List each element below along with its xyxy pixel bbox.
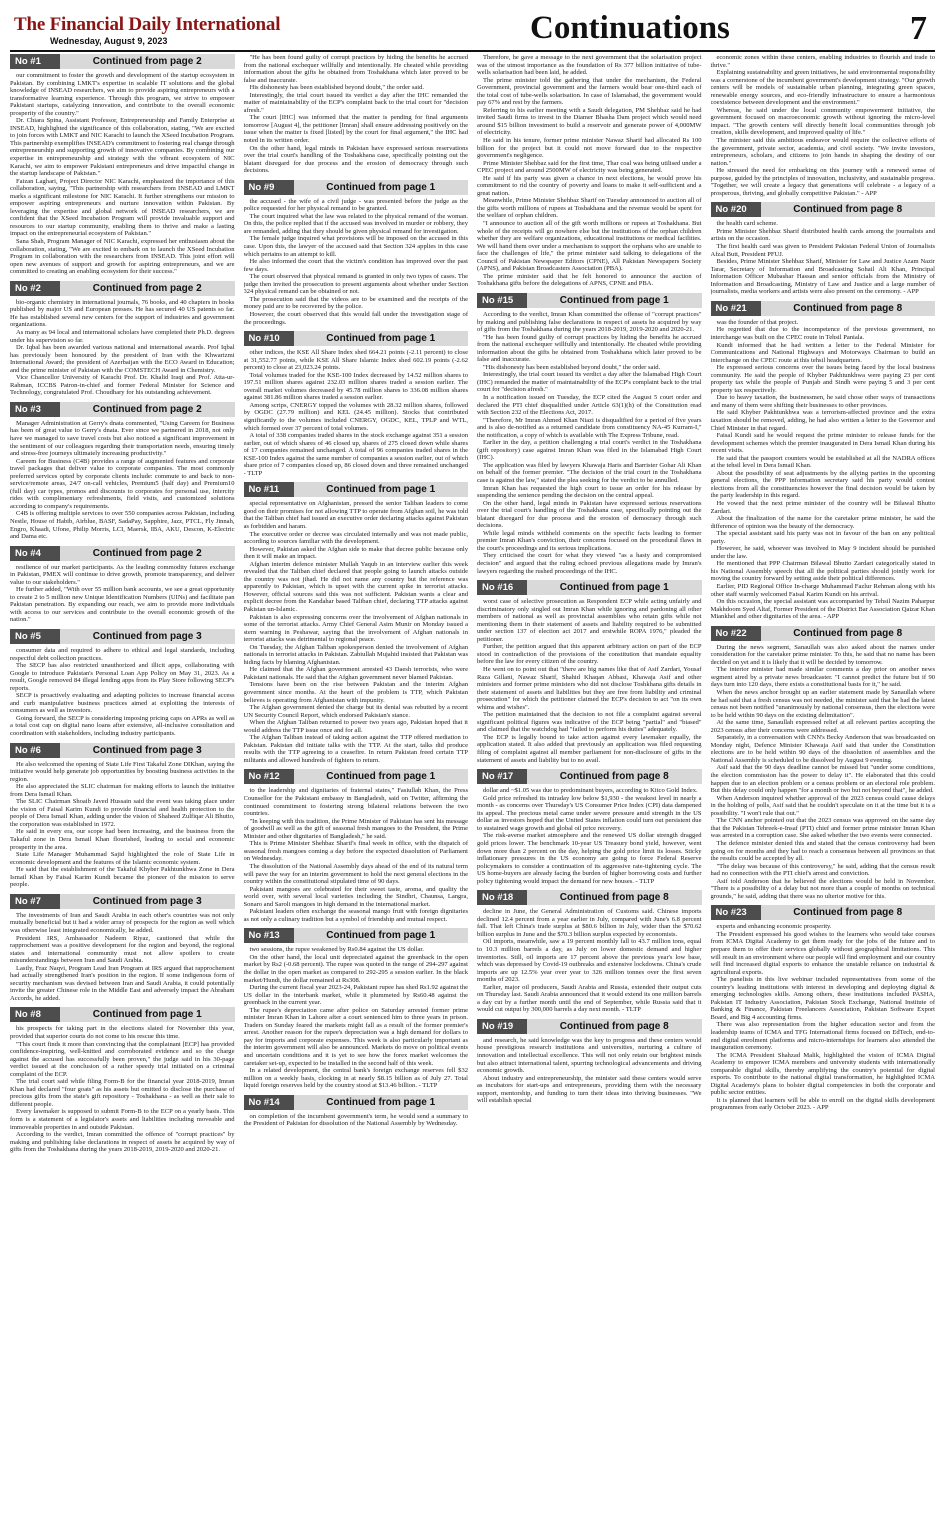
article-header <box>244 180 469 195</box>
article-number: No #22 <box>711 626 761 641</box>
article-number: No #2 <box>10 281 60 296</box>
paragraph: "The delay was because of this controversy," he said, adding that the census result had no connection with the PTI chief's arrest and conviction. <box>710 862 935 878</box>
paragraph: and research, he said knowledge was the key to progress and these centers would house prestigious research institutions and universities, nurturing a culture of innovation and intellectual excellence. This will not only retain our brightest minds but also attract international talent, spurring technological advancements and driving economic growth. <box>477 1036 702 1075</box>
paragraph: The prosecution said that the videos are to be examined and the receipts of the money paid are to be recovered by the police. <box>243 295 468 311</box>
article <box>10 281 235 397</box>
article <box>244 180 469 326</box>
article-body <box>244 787 469 923</box>
article-header <box>477 293 702 308</box>
continued-label: Continued from page 1 <box>294 928 469 943</box>
paragraph: The panelists in this live webinar included representatives from some of the country's leading institutions with interest in developing and deploying digital & emerging technologies skills. Among others, these institutions included PASHA, Pakistan IT Industry Association, Pakistan Stock Exchange, National Institute of Banking & Finance, Pakistan Freelancers Association, Pakistan Software Export Board, and Big 4 accounting firms. <box>710 976 935 1021</box>
paragraph: He said that the passport counters would be established at all the NADRA offices at the tehsil level in Dera Ismail Khan. <box>710 454 935 470</box>
paragraph: The female judge inquired what provisions will be imposed on the accused in this case. Upon this, the lawyer of the accused said that Section 324 applies in this case which pertains to an attempt to kill. <box>243 235 468 258</box>
article <box>10 54 235 276</box>
article <box>244 928 469 1089</box>
paragraph: Interestingly, the trial court issued its verdict a day after the Islamabad High Court (IHC) remanded the matter of maintainability of the ECP's complaint back to the trial court for "decision afresh." <box>477 371 702 394</box>
article-header <box>10 54 235 69</box>
paragraph: He said if his party was given a chance in next elections, he would prove his commitment to rid the country of poverty and loans to make it self-sufficient and a great nation. <box>477 174 702 197</box>
paragraph: It is planned that learners will be able to enroll on the digital skills development programmes from early October 2023. - APP <box>710 1096 935 1112</box>
paragraph: Earlier in the day, a petition challenging a trial court's verdict in the Toshakhana (gift repository) case against Imran Khan was filed in the Islamabad High Court (IHC). <box>477 439 702 462</box>
paragraph: On the other hand, legal minds in Pakistan have expressed serious reservations over the trial court's handling of the Toshakhana case, specifically pointing out the blatant disregard for due process and the erosion of democracy through such decisions. <box>477 499 702 530</box>
article-header <box>10 402 235 417</box>
paragraph: Dr. Iqbal has been awarded various national and international awards. Prof Iqbal has previously been honoured by the president of Iran with the Khwarizmi International Award; the president of Azerbaijan with the ECO Award in Education; and the prime minister of Pakistan with the COMSTECH Award in Chemistry. <box>10 344 235 374</box>
article-header <box>10 546 235 561</box>
paragraph: He also welcomed the opening of State Life First Takaful Zone DIKhan, saying the initiative would help generate job opportunities by boosting business activities in the region. <box>10 760 235 783</box>
continued-label: Continued from page 3 <box>60 629 235 644</box>
article-header <box>244 769 469 784</box>
paragraph: Asif told Anderson that he believed the elections would be held in November. "There is a possibility of a delay but not more than a couple of months on technical grounds," he said, adding that there was no ulterior motive for this. <box>710 877 935 900</box>
article-header <box>10 894 235 909</box>
paragraph: Gold price refreshed its intraday low below $1,930 - the weakest level in nearly a month - as concerns over Thursday's US Consumer Price Index (CPI) data dampened its appeal. The precious metal came under severe pressure amid strength in the US dollar as investors hoped that the United States inflation could turn out persistent due to sustained wage growth and global oil price recovery. <box>477 794 702 832</box>
continued-label: Continued from page 1 <box>60 1007 235 1022</box>
article-number: No #1 <box>10 54 60 69</box>
article-header <box>10 629 235 644</box>
continued-label: Continued from page 3 <box>60 743 235 758</box>
paragraph: According to the verdict, Imran Khan committed the offense of "corrupt practices" by making and publishing false declarations in respect of assets he acquired by way of gifts from the Toshakhana during the years 2018-2019, 2019-2020 and 2020-21. <box>477 310 702 334</box>
paragraph: He said in his tenure, former prime minister Nawaz Sharif had allocated Rs 100 billion for the project but it could not move forward due to the respective government's negligence. <box>477 137 702 160</box>
article-number: No #12 <box>244 769 294 784</box>
section-title: Continuations <box>530 10 730 46</box>
article-body <box>711 923 936 1112</box>
article <box>711 202 936 295</box>
masthead <box>10 8 935 52</box>
paragraph: Earlier, major oil producers, Saudi Arabia and Russia, extended their output cuts on Thursday last. Saudi Arabia announced that it would extend its one million barrels a day cut by a further month until the end of September, while Russia said that it would cut output by 300,000 barrels a day next month. - TLTP <box>477 983 702 1014</box>
paragraph: About industry and entrepreneurship, the minister said these centers would serve as incubators for start-ups and entrepreneurs, providing them with the necessary support, mentorship, and funding to turn their ideas into thriving businesses. "We will establish special <box>477 1074 702 1105</box>
paragraph: As many as 94 local and international scholars have completed their Ph.D. degrees under his supervision so far. <box>10 328 235 344</box>
article-body <box>10 72 235 276</box>
paragraph: Besides, Prime Minister Shehbaz Sharif, Minister for Law and Justice Azam Nazir Tarar, Secretary of Information and Broadcasting Sohail Ali Khan, Principal Information Officer Mubashar Hassan and senior officials from the Ministry of Information and Broadcasting, Ministry of Law and Justice and a large number of journalists, media workers and artists were also present on the ceremony. - APP <box>710 258 935 296</box>
continued-label: Continued from page 2 <box>60 402 235 417</box>
article <box>711 905 936 1112</box>
article-body <box>10 647 235 738</box>
paragraph: bio-organic chemistry in international journals, 76 books, and 40 chapters in books published by major US and European presses. He has secured 40 US patents so far. He has established several new centers for the support of industries and government organizations. <box>10 298 235 329</box>
article-number: No #21 <box>711 301 761 316</box>
paragraph: The defence minister denied this and stated that the census controversy had been going on for months and they had to reach a consensus between all provinces so that the results could be accepted by all. <box>710 839 935 863</box>
paragraph: On Tuesday, the Afghan Taliban spokesperson denied the involvement of Afghan nationals in terrorist attacks in Pakistan. Zabiullah Mujahid insisted that Pakistan was hiding facts by blaming Afghanistan. <box>243 643 468 666</box>
paragraph: consumer data and required to adhere to ethical and legal standards, including respectful debt collection practices. <box>10 647 235 662</box>
paragraph: The rupee's depreciation came after police on Saturday arrested former prime minister Imran Khan in Lahore after a court sentenced him to three years in prison. Traders on Sunday feared the markets might fall as a result of the former premier's arrest. Another reason for the rupee's depreciation was a high demand for dollars to pay for imports and corporate expenses. This week is also particularly important as the interim government will also be announced. Markets do move on political events and uncertain conditions and it is yet to see how the forex market welcomes the caretaker set-up, expected to be installed in the second half of this week. <box>243 1006 468 1067</box>
paragraph: Oil imports, meanwhile, saw a 19 percent monthly fall to 43.7 million tons, equal to 10.3 million barrels a day, as July on lower domestic demand and higher inventories. Still, oil imports are 17 percent above the previous year's low base, which was depressed by Covid-19 outbreaks and extensive lockdowns. China's crude imports are up 12.5% year over year to 326 million tonnes over the first seven months of 2023. <box>477 938 702 984</box>
paragraph: However, the court observed that this would fall under the investigation stage of the proceedings. <box>243 310 468 326</box>
continued-label: Continued from page 1 <box>527 293 702 308</box>
article-number: No #19 <box>477 1019 527 1034</box>
paragraph: Every lawmaker is supposed to submit Form-B to the ECP on a yearly basis. This form is a statement of a legislator's assets and liabilities including moveable and immoveable properties in and outside Pakistan. <box>10 1108 235 1131</box>
paragraph: The court inquired what the law was related to the physical remand of the woman. On this, the police replied that if the accused was involved in murder or robbery, they are remanded, adding that they should be given physical remand for investigation. <box>243 212 468 235</box>
article-body <box>711 644 936 901</box>
article-number: No #9 <box>244 180 294 195</box>
paragraph: They criticised the court for what they viewed "as a hasty and compromised decision" and argued that the ruling echoed previous allegations made by Imran's lawyers regarding the rushed proceedings of the IHC. <box>477 552 702 575</box>
continued-label: Continued from page 8 <box>761 626 936 641</box>
paragraph: About the finalization of the name for the caretaker prime minister, he said the difference of opinion was the beauty of the democracy. <box>710 515 935 530</box>
article-body <box>477 787 702 885</box>
paragraph: About the possibility of seat adjustments by the allying parties in the upcoming general elections, the PPP information secretary said his party would contest elections from all the constituencies however the final decision would be taken by the party leadership in this regard. <box>710 469 935 500</box>
article-number: No #18 <box>477 890 527 905</box>
paragraph: Total volumes traded for the KSE-100 Index decreased by 14.52 million shares to 197.51 million shares against 232.03 million shares traded a session earlier. The overall market volumes decreased by 45.78 million shares to 336.08 million shares against 381.86 million shares traded a session earlier. <box>243 371 468 402</box>
continued-label: Continued from page 2 <box>60 281 235 296</box>
paragraph: This is Prime Minister Shehbaz Sharif's final week in office, with the dispatch of seasonal fresh mangoes coming a day before the expected dissolution of Parliament on Wednesday. <box>243 840 468 863</box>
article <box>477 1019 702 1105</box>
paragraph: other indices, the KSE All Share Index shed 664.21 points (-2.11 percent) to close at 31,552.77 points, while KSE All Share Islamic Index shed 602.19 points (-2.62 percent) to close at 23,023.24 points. <box>243 349 468 372</box>
article-body <box>244 349 469 477</box>
paragraph: Earlier, PID Regional Office In-charge Muhammad Fazlur Rehman along with his other staff warmly welcomed Faisal Karim Kundi on his arrival. <box>710 583 935 598</box>
paragraph: He also appreciated the SLIC chairman for making efforts to launch the initiative from Dera Ismail Khan. <box>10 783 235 798</box>
paragraph: Faisal Kundi said he would request the prime minister to release funds for the development schemes which the premier inaugurated in Dera Ismail Khan during his recent visits. <box>710 432 935 455</box>
paragraph: worst case of selective prosecution as Respondent ECP while acting unfairly and discriminatory only singled out Imran Khan while ignoring and pardoning all other members of national as well as provincial assemblies who retain gifts while not mentioning them in their statement of assets and liability required to be submitted under section 137 of election act 2017 and erstwhile ROPA 1976," pleaded the petitioner. <box>477 598 702 643</box>
article-body <box>711 319 936 621</box>
paragraph: Imran Khan has requested the high court to issue an order for his release by suspending the sentence pending the decision on the central appeal. <box>477 484 702 500</box>
paragraph: dollar and ~$1.05 was due to predominant buyers, according to Kitco Gold Index. <box>483 787 698 795</box>
paragraph: However, he said, whoever was involved in May 9 incident should be punished under the law. <box>710 545 935 560</box>
paragraph: "He has been found guilty of corrupt practices by hiding the benefits he accrued from the national exchequer willfully and intentionally. He cheated while providing information about the gifts he obtained from Toshakhana which later proved to be false and inaccurate. <box>477 333 702 364</box>
paragraph: He expressed serious concerns over the issues being faced by the local business community. He said the people of Khyber Pakhtunkhwa were paying 23 per cent property tax while the people of Punjab and Sindh were paying 5 and 3 per cent property tax respectively. <box>710 364 935 394</box>
columns-container <box>10 54 935 1528</box>
continued-label: Continued from page 8 <box>761 202 936 217</box>
article-number: No #4 <box>10 546 60 561</box>
article-number: No #10 <box>244 331 294 346</box>
article <box>10 894 235 1003</box>
paragraph: He regretted that due to the incompetence of the previous government, no interchange was built on the CPEC route in Tehsil Paniala. <box>710 326 935 341</box>
article <box>477 54 702 288</box>
continued-label: Continued from page 1 <box>294 769 469 784</box>
paragraph: In a related development, the central bank's foreign exchange reserves fell $32 million on a weekly basis, clocking in at nearly $8.15 billion as of July 27. Total liquid foreign reserves held by the country stood at $13.46 billion. - TLTP <box>243 1067 468 1090</box>
paragraph: President IRS, Ambassador Nadeem Riyaz, cautioned that while the rapprochement was a positive development for the region and beyond, the regional states and international community must not allow spoilers to create misunderstandings between Iran and Saudi Arabia. <box>10 934 235 965</box>
paragraph: The executive order or decree was circulated internally and was not made public, according to sources familiar with the development. <box>243 530 468 546</box>
paragraph: Meanwhile, Prime Minister Shehbaz Sharif on Tuesday announced to auction all of the gifts worth millions of rupees at Toshakhana and the revenue would be spent for the welfare of orphan children. <box>477 197 702 220</box>
article-number: No #15 <box>477 293 527 308</box>
paragraph: He further added, "With over 55 million bank accounts, we see a great opportunity to create 2 to 5 million new Unique Identification Numbers (UINs) and facilitate pan Pakistan penetration. By expanding our reach, we aim to provide more individuals with access to our services and contribute to the overall economic growth of the nation." <box>10 586 235 624</box>
article-body <box>477 908 702 1014</box>
article-number: No #23 <box>711 905 761 920</box>
paragraph: The petition maintained that the decision to not file a complaint against several significant political figures was indicative of the ECP being "partial" and "biased" and claimed that the watchdog had "failed to perform his duties" adequately. <box>477 711 702 734</box>
paragraph: The ECP is legally bound to take action against every lawmaker equally, the application stated. It also added that previously an application was filed requesting filing of complaint against all member parliament for non-disclosure of gifts in the statement of assets and liability but to no avail. <box>477 733 702 764</box>
paragraph: Asif said that the 90 days deadline cannot be missed but "under some conditions, the election commission has the power to delay it". He elaborated that this could happen due to an election problem or a census problem or an electoral role problem. But this delay could only happen "for a month or two but not beyond that", he added. <box>710 764 935 795</box>
article-body <box>244 500 469 764</box>
article <box>477 769 702 885</box>
article-body <box>10 299 235 397</box>
paragraph: resilience of our market participants. As the leading commodity futures exchange in Pakistan, PMEX will continue to drive growth, promote transparency, and deliver value to our stakeholders." <box>10 563 235 586</box>
paragraph: Manager Administration at Gerry's dnata commented, "Using Careem for Business has been of great value to Gerry's dnata. Ever since we partnered in 2018, not only have we managed to save travel costs but also noticed a significant improvement in the sentiment of our colleagues regarding their transportation needs, ensuring timely and stress-free journeys ultimately increasing productivity." <box>10 419 235 458</box>
article <box>10 1007 235 1153</box>
article-body <box>10 1025 235 1153</box>
continued-label: Continued from page 2 <box>60 546 235 561</box>
paragraph: The court [IHC] was informed that the matter is pending for final arguments tomorrow [August 4], the petitioner [Imran] shall ensure addressing positively on the issue when the matter is fixed [listed] by the court for final argument," the IHC had noted in its written order. <box>243 114 468 145</box>
article-number: No #14 <box>244 1095 294 1110</box>
paragraph: Separately, in a conversation with CNN's Becky Anderson that was broadcasted on Monday night, Defence Minister Khawaja Asif said that under the Constitution elections are to be held within 90 days of the dissolution of assemblies and the National Assembly is scheduled to be dissolved by August 9 evening. <box>710 734 935 764</box>
paragraph: The Afghan Taliban instead of taking action against the TTP offered mediation to Pakistan. Pakistan did initiate talks with the TTP. At the start, talks did produce results with the TTP agreeing to a ceasefire. In return Pakistan freed certain TTP militants and allowed hundreds of fighters to return. <box>243 734 468 764</box>
paragraph: Prime Minister Shehbaz Sharif distributed health cards among the journalists and artists on the occasion. <box>710 227 935 243</box>
paragraph: On the other hand, the local unit depreciated against the greenback in the open market by Rs2 (-0.68 percent). The rupee was quoted in the range of 294-297 against the dollar in the open market as compared to 292-295 a session earlier. In the black market/Hundi, the dollar remained at Rs308. <box>243 953 468 984</box>
paragraph: the accused - the wife of a civil judge - was presented before the judge as the police requested for her physical remand to be granted. <box>243 197 468 213</box>
paragraph: State Life Manager Muhammad Sajid highlighted the role of State Life in economic development and the features of the Islamic economic system. <box>10 851 235 866</box>
article-header <box>711 301 936 316</box>
article-body <box>10 761 235 889</box>
article-body <box>477 311 702 575</box>
paragraph: According to the verdict, Imran committed the offence of "corrupt practices" by making and publishing false declarations in respect of assets he acquired by way of gifts from the Toshakhana during the years 2018-2019, 2019-2020 and 2020-21. <box>10 1131 235 1154</box>
article-header <box>244 482 469 497</box>
article-number: No #16 <box>477 580 527 595</box>
paragraph: Pakistani leaders often exchange the seasonal mango fruit with foreign dignitaries as not only a culinary tradition but a symbol of friendship and mutual respect. <box>243 908 468 923</box>
article-header <box>244 331 469 346</box>
paragraph: However, Pakistan asked the Afghan side to make that decree public because only then it will make an impact. <box>243 545 468 561</box>
paragraph: When Anderson inquired whether approval of the 2023 census could cause delays in the holding of polls, Asif said that he couldn't speculate on it at the time but it is a possibility. "I won't rule that out." <box>710 794 935 817</box>
paragraph: Careem for Business (C4B) provides a range of augmented features and corporate travel packages that deliver value to corporate companies. The most commonly preferred services opted by corporate clients include: commute to and back to non-service/remote areas, 24/7 on-call vehicles, Premium5 (half day) and Premium10 (full day) car types, promos and discounts to corporates for personal use, intercity rides with complimentary refreshments, field visits, and customized solutions according to company's requirements. <box>10 457 235 510</box>
column-2 <box>244 54 469 1528</box>
paragraph: He said in every era, our scope had been increasing, and the business from the Takaful zone in Dera Ismail Khan flourished, leading to social and economic prosperity in the area. <box>10 828 235 851</box>
paragraph: Dr. Chiara Spina, Assistant Professor, Entrepreneurship and Family Enterprise at INSEAD, highlighted the significance of this collaboration, stating, "We are excited to join forces with LMKT and NIC Karachi to launch the XSeed Incubation Program. This partnership exemplifies INSEAD's commitment to fostering real change through entrepreneurship and supporting growth of innovative companies. By combining our expertise in entrepreneurship and strategy with the vibrant ecosystem of NIC Karachi, we aim to empower Pakistani entrepreneurs and drive impactful change in the startup landscape of Pakistan." <box>10 117 235 178</box>
paragraph: to the leadership and dignitaries of fraternal states," Fasiullah Khan, the Press Counsellor for the Pakistani embassy in Bangladesh, said on Twitter, affirming the continued commitment to fostering strong bilateral relations between the two countries. <box>243 787 468 818</box>
continued-label: Continued from page 1 <box>294 331 469 346</box>
article-number: No #20 <box>711 202 761 217</box>
paragraph: experts and enhancing economic prosperity. <box>716 923 832 931</box>
paragraph: The trial court said while filing Form-B for the financial year 2018-2019, Imran Khan had declared "four goats" as his assets but omitted to disclose the purchase of precious gifts from the state's gift repository - Toshakhana - as well as their sale to different people. <box>10 1078 235 1108</box>
paragraph: The SECP has also restricted unauthorized and illicit apps, collaborating with Google to introduce Pakistan's Personal Loan App Policy on May 31, 2023. As a result, Google removed 84 illegal lending apps from its Play Store following SECP's reports. <box>10 662 235 692</box>
paragraph: A total of 338 companies traded shares in the stock exchange against 351 a session earlier, out of which shares of 46 closed up, shares of 275 closed down while shares of 17 companies remained unchanged. A total of 96 companies traded shares in the KSE-100 Index against the same number of companies a session earlier, out of which share price of 7 companies closed up, 86 closed down and three remained unchanged - TLTP <box>243 432 468 477</box>
paragraph: The SLIC Chairman Shoaib Javed Hussain said the event was taking place under the vision of Faisal Karim Kundi to provide financial and health protection to the people of Dera Ismail Khan, adding under the vision of Shaheed Zulfiqar Ali Bhutto, the corporation was established in 1972. <box>10 798 235 828</box>
paragraph: Vice Chancellor University of Karachi Prof. Dr. Khalid Iraqi and Prof. Atta-ur-Rahman, ICCBS Patron-in-chief and former Federal Minister for Science and Technology, congratulated Prof. Choudhary for his outstanding achievement. <box>10 374 235 397</box>
continued-label: Continued from page 3 <box>60 894 235 909</box>
article-body <box>10 912 235 1003</box>
paper-name: The Financial Daily International <box>14 14 281 35</box>
article <box>10 402 235 541</box>
paragraph: Going forward, the SECP is considering imposing pricing caps on APRs as well as a total cost cap on digital nano loans after extensive, all-inclusive consultation and coordination with stakeholders, including industry participants. <box>10 714 235 738</box>
paragraph: on completion of the incumbent government's term, he would send a summary to the President of Pakistan for dissolution of the National Assembly by Wednesday. <box>243 1112 468 1128</box>
article-number: No #5 <box>10 629 60 644</box>
article-header <box>244 928 469 943</box>
paragraph: Explaining sustainability and green initiatives, he said environmental responsibility was a cornerstone of the incumbent government's development strategy. "Our growth centers will be models of sustainable urban planning, integrating green spaces, renewable energy sources, and eco-friendly infrastructure to ensure a harmonious coexistence between development and the environment." <box>710 69 935 107</box>
paragraph: Faizan Laghari, Project Director NIC Karachi, emphasized the importance of this collaboration, saying, "This partnership with researchers from INSEAD and LMKT marks a significant milestone for NIC Karachi. It further strengthens our mission to empower aspiring entrepreneurs and nurture innovation within Pakistan. By leveraging the expertise and global network of INSEAD researchers, we are confident that the XSeed Incubation Program will provide invaluable support and resources to our startup community, enabling them to thrive and make a lasting impact on the entrepreneurial ecosystem of Pakistan." <box>10 177 235 238</box>
paragraph: special representative on Afghanistan, pressed the senior Taliban leaders to come good on their promises for not allowing TTP to operate from Afghan soil, he was told that the Taliban chief had issued an executive order declaring attacks against Pakistan as forbidden and haram. <box>243 500 468 530</box>
page-number: 7 <box>910 10 927 47</box>
paragraph: Therefore, he gave a message to the next government that the solarisation project was of the utmost importance as the foundation of Rs 377 billion initiative of tube-wells solarisation had been laid, he added. <box>477 54 702 77</box>
paragraph: Referring to his earlier meeting with a Saudi delegation, PM Shehbaz said he had invited Saudi firms to invest in the Diamer Bhasha Dam project which would need around $15 billion investment to build a reservoir and generate power of 4,000MW of electricity. <box>477 106 702 137</box>
column-3 <box>477 54 702 1528</box>
paragraph: He said Khyber Pakhtunkhwa was a terrorism-affected province and the extra taxation should be removed, adding, he had also written a letter to the Governor and Chief Minister in that regard. <box>710 409 935 432</box>
article-body <box>244 198 469 326</box>
paragraph: "I announce to auction all of the gift worth millions or rupees at Toshakhana. But whole of the receipts will go nowhere else but the institutions of the orphan children whether they are welfare organizations, educational institutions or medical facilities. We will hand them over under a mechanism to support the orphans who are unable to face the challenges of life," the prime minister said talking to delegations of the Council of Pakistan Newspaper Editors (CPNE), All Pakistan Newspapers Society (APNS), and Pakistan Broadcasters Association (PBA). <box>477 220 702 273</box>
paragraph: He also informed the court that the victim's condition has improved over the past few days. <box>243 258 468 273</box>
article-number: No #6 <box>10 743 60 758</box>
article <box>244 482 469 764</box>
paragraph: Due to heavy taxation, the businessmen, he said chose other ways of transactions and many of them were shifting their businesses to other provinces. <box>710 394 935 409</box>
article-body <box>244 54 469 175</box>
paragraph: During the news segment, Sanaullah was also asked about the names under consideration for the caretaker prime minister. To this, he said that no name has been decided on yet and it is likely that it will be decided by tomorrow. <box>710 643 935 666</box>
paragraph: At the same time, Sanaullah expressed relief at all relevant parties accepting the 2023 census after their concerns were addressed. <box>710 719 935 734</box>
continued-label: Continued from page 8 <box>761 301 936 316</box>
paragraph: economic zones within these centers, enabling industries to flourish and trade to thrive." <box>710 54 935 69</box>
paragraph: The first health card was given to President Pakistan Federal Union of Journalists Afzal Butt, President PFUJ. <box>710 243 935 258</box>
paragraph: He claimed that the Afghan government arrested 43 Daesh terrorists, who were Pakistani nationals. He said that the Afghan government never blamed Pakistan. <box>243 666 468 681</box>
paragraph: He went on to point out that "there are big names like that of Asif Zardari, Yousaf Raza Gillani, Nawaz Sharif, Shahid Khaqan Abbasi, Khawaja Asif and other ministers and former prime ministers who did not disclose Toshkhana gifts details in their statement of assets and liabilities but they are free from liability and criminal prosecution" for which the petitioner claimed the ECP's decision to act "on its own whims and wishes". <box>477 666 702 711</box>
paragraph: Among scrips, CNERGY topped the volumes with 28.32 million shares, followed by OGDC (27.79 million) and KEL (24.45 million). Stocks that contributed significantly to the volumes included CNERGY, OGDC, KEL, TPLP and WTL, which formed over 37 percent of total volumes. <box>243 401 468 432</box>
article-number: No #8 <box>10 1007 60 1022</box>
article-number: No #17 <box>477 769 527 784</box>
article <box>711 54 936 197</box>
continued-label: Continued from page 1 <box>294 180 469 195</box>
paragraph: His dishonesty has been established beyond doubt," the order said. <box>249 84 424 92</box>
continued-label: Continued from page 8 <box>527 1019 702 1034</box>
paragraph: his prospects for taking part in the elections slated for November this year, provided that superior courts do not come to his rescue this time. <box>10 1025 235 1040</box>
paragraph: "Therefore, Mr Imran Ahmed Khan Niazi is disqualified for a period of five years and is also de-notified as a returned candidate from constituency NA-45 Kurram-I," the notification, a copy of which is available with The Express Tribune, read. <box>477 416 702 439</box>
continued-label: Continued from page 1 <box>294 482 469 497</box>
article-body <box>711 54 936 197</box>
paragraph: C4B is offering multiple services to over 550 companies across Pakistan, including Nestle, House of Habib, Airblue, BASF, SadaPay, Sapphire, Jazz, PTCL, Fly Jinnah, Engro, Khaadi, Ufone, Philip Morris, LCI, Maersk, IBA, AKU, Descon, K-Electric and Dama etc. <box>10 510 235 541</box>
paragraph: our commitment to foster the growth and development of the startup ecosystem in Pakistan. By combining LMKT's expertise in scalable IT solutions and the global knowledge of INSEAD researchers, we aim to provide aspiring entrepreneurs with a transformative learning experience. Through this program, we strive to empower Pakistani startups, catalyzing innovation, and contribute to the overall economic prosperity of the country." <box>10 72 235 117</box>
paragraph: He said that the establishment of the Takaful Khyber Pakhtunkhwa Zone in Dera Ismail Khan by Faisal Karim Kundi became the pioneer of the mission to serve people. <box>10 866 235 889</box>
paragraph: The application was filed by lawyers Khawaja Haris and Barrister Gohar Ali Khan on behalf of the former premier. "The decision of the trial court in the Toshakhana case is against the law," stated the plea seeking for the verdict to be annulled. <box>477 461 702 484</box>
article <box>244 331 469 477</box>
article <box>244 1095 469 1128</box>
paragraph: Tensions have been on the rise between Pakistan and the interim Afghan government since months. At the heart of the problem is TTP, which Pakistan believes is operating from Afghanistan with impunity. <box>243 681 468 704</box>
paragraph: the health card scheme. <box>716 220 778 228</box>
article <box>244 769 469 923</box>
article-header <box>477 1019 702 1034</box>
article <box>10 743 235 889</box>
article-number: No #11 <box>244 482 294 497</box>
paragraph: SECP is proactively evaluating and adapting policies to increase financial access and curb manipulative business practices aimed at exploiting the interests of consumers as well as investors. <box>10 692 235 715</box>
paragraph: Prime Minister Shehbaz said for the first time, Thar coal was being utilised under a CPEC project and around 2500MW of electricity was being generated. <box>477 159 702 175</box>
paragraph: He vowed that the next prime minister of the country will be Bilawal Bhutto Zardari. <box>710 499 935 515</box>
paragraph: Further, the petition argued that this apparent arbitrary action on part of the ECP stood in contradiction of the provisions of the constitution that mandate equality before the law for every citizen of the country. <box>477 643 702 666</box>
article <box>477 580 702 764</box>
paragraph: The interior minister had made similar comments a day prior on another news segment aired by a private news broadcaster. "I cannot predict the future but if 90 days turn into 120 days, there exists a constitutional basis for it," he said. <box>710 666 935 689</box>
article-body <box>711 220 936 295</box>
paragraph: The minister said this ambitious endeavor would require the collective efforts of the government, private sector, academia, and civil society. "We invite investors, entrepreneurs, scholars, and citizens to join hands in shaping the destiny of our nation." <box>710 137 935 167</box>
paragraph: "His dishonesty has been established beyond doubt," the order said. <box>483 363 661 371</box>
article-header <box>711 626 936 641</box>
paragraph: The ICMA President Shahzad Malik, highlighted the vision of ICMA Digital Academy to empower ICMA members and university students with internationally comparable digital skills, thereby amplifying the country's potential for digital exports. To contribute to the national digital transformation, he highlighted ICMA Digital Academy's plans to bolster digital competencies in both the corporate and public sector entities. <box>710 1051 935 1097</box>
paragraph: "In keeping with this tradition, the Prime Minister of Pakistan has sent his message of goodwill as well as the gift of seasonal fresh mangoes to the President, the Prime Minister and other dignitaries of Bangladesh," he said. <box>243 817 468 840</box>
column-4 <box>711 54 936 1528</box>
paragraph: During the current fiscal year 2023-24, Pakistani rupee has shed Rs1.92 against the US dollar in the interbank market, while it plummeted by Rs60.48 against the greenback in the current year. <box>243 984 468 1007</box>
paragraph: Lastly, Fraz Naqvi, Program Lead Iran Program at IRS argued that rapprochement had actually strengthened Iran's position in the region. If some indigenous form of security mechanism was devised between Iran and Saudi Arabia, it could potentially invite the greater Chinese role in the Middle East and adversely impact the Abraham Accords, he added. <box>10 964 235 1002</box>
continued-label: Continued from page 8 <box>527 769 702 784</box>
paragraph: In a notification issued on Tuesday, the ECP cited the August 5 court order and declared the PTI chief disqualified under Article 63(1)(h) of the Constitution read with Section 232 of the Elections Act, 2017. <box>477 393 702 417</box>
paragraph: The prime minister said that he felt honored to announce the auction of Toshakhana gifts before the delegations of APNS, CPNE and PBA. <box>477 272 702 288</box>
article <box>10 629 235 738</box>
paragraph: The prime minister told the gathering that under the mechanism, the Federal Government, provincial government and the farmers would bear one-third each of the total cost of tube-wells solarisation. In case of Islamabad, the government would pay 67% and rest by the farmers. <box>477 76 702 107</box>
continued-label: Continued from page 1 <box>527 580 702 595</box>
paragraph: On this occasion, the special assistant was accompanied by Tehsil Nazim Paharpur Makhdoom Syed Altaf, Former President of the District Bar Association Qaizar Khan Miankhel and other dignitaries of the area. - APP <box>710 598 935 621</box>
article <box>711 301 936 621</box>
article-header <box>477 890 702 905</box>
article-body <box>10 420 235 541</box>
paragraph: Whereas, he said under the local community empowerment initiative, the government focused on macroeconomic growth without ignoring the micro-level impact. "The growth centers will directly benefit local communities through job creation, skills development, and improved quality of life." <box>710 106 935 137</box>
article-header <box>10 743 235 758</box>
article-header <box>10 1007 235 1022</box>
article-body <box>477 1037 702 1105</box>
paragraph: Pakistan is also expressing concerns over the involvement of Afghan nationals in some of the terrorist attacks. Army Chief General Asim Munir on Monday issued a stern warning in Peshawar, saying that the involvement of Afghan nationals in terrorist attacks was detrimental to regional peace. <box>243 613 468 644</box>
paragraph: There was also representation from the higher education sector and from the leadership teams of ICMA and TFG International firms focused on EdTech, end-to-end digital enrolment platforms and micro-internships for learners also attended the inauguration ceremony. <box>710 1021 935 1052</box>
paragraph: Afghan interim defence minister Mullah Yaqub in an interview earlier this week revealed that the Taliban chief declared that people going to launch attacks outside the country was not jihad. He did not name any country but the reference was apparently to Pakistan, which is upset with the current spike in terrorist attacks. However, official sources said this was not sufficient. Pakistan wants a clear and explicit decree from the Kandahar based Taliban chief, declaring TTP attacks against Pakistan un-Islamic. <box>243 560 468 613</box>
paragraph: two sessions, the rupee weakened by Rs0.84 against the US dollar. <box>249 946 424 954</box>
article-header <box>10 281 235 296</box>
paragraph: The President expressed his good wishes to the learners who would take courses from ICMA Digital Academy to get them ready for the jobs of the future and to prepare them to offer their services globally without geographical limitations. This will result in an environment where our people will find employment and our country will find increased digital exports to enhance the unstable reliance on industrial & agricultural exports. <box>710 930 935 976</box>
article-number: No #3 <box>10 402 60 417</box>
paragraph: The court observed that physical remand is granted in only two types of cases. The judge then invited the prosecution to present arguments about whether under Section 324 physical remand can be obtained or not. <box>243 273 468 296</box>
paragraph: He mentioned that PPP Chairman Bilawal Bhutto Zardari categorically stated in his National Assembly speech that all the political parties should jointly work for moving the country forward by setting aside their political differences. <box>710 560 935 583</box>
continued-label: Continued from page 8 <box>527 890 702 905</box>
article-body <box>244 1113 469 1128</box>
article-body <box>244 946 469 1089</box>
article-body <box>477 598 702 764</box>
continued-label: Continued from page 1 <box>294 1095 469 1110</box>
continued-label: Continued from page 2 <box>60 54 235 69</box>
article-body <box>10 564 235 624</box>
article-header <box>477 769 702 784</box>
issue-date: Wednesday, August 9, 2023 <box>50 36 168 46</box>
paragraph: The special assistant said his party was not in favour of the ban on any political party. <box>710 530 935 545</box>
article-header <box>711 905 936 920</box>
article <box>10 546 235 624</box>
article-header <box>711 202 936 217</box>
article-body <box>477 54 702 288</box>
article <box>477 293 702 575</box>
paragraph: Pakistani mangoes are celebrated for their sweet taste, aroma, and quality the world over, with several local varieties including the Sindhri, Chaunsa, Langra, Sonaro and Saroli mangoes in high demand in the international market. <box>243 885 468 908</box>
paragraph: On the other hand, legal minds in Pakistan have expressed serious reservations over the trial court's handling of the Toshakhana case, specifically pointing out the blatant disregard for due process and the erosion of democracy through such decisions. <box>243 144 468 175</box>
paragraph: Sana Shah, Program Manager of NIC Karachi, expressed her enthusiasm about the collaboration, stating, "We are excited to embark on to launch the XSeed Incubation Program in collaboration with the researchers from INSEAD. This joint effort will open new avenues of support and growth for aspiring entrepreneurs, and we are committed to creating an enabling ecosystem for their success." <box>10 238 235 276</box>
article-number: No #7 <box>10 894 60 909</box>
paragraph: The CNN anchor pointed out that the 2023 census was approved on the same day that the Pakistan Tehreek-e-Insaf (PTI) chief and former prime minister Imran Khan was arrested in a corruption case. She asked whether the two events were connected. <box>710 817 935 840</box>
paragraph: The Afghan government denied the charge but its denial was rebutted by a recent UN Security Council Report, which endorsed Pakistan's stance. <box>243 704 468 719</box>
paragraph: The investments of Iran and Saudi Arabia in each other's countries was not only mutually beneficial but it had a wider array of prospects for the region as well which was otherwise least integrated economically, he added. <box>10 911 235 934</box>
column-1 <box>10 54 235 1528</box>
paragraph: was the founder of that project. <box>716 318 799 326</box>
paragraph: "This court finds it more than convincing that the complainant [ECP] has provided confidence-inspiring, well-knitted and corroborated evidence and so the charge against the accused has successfully been proven," the judge said in his 30-page verdict issued at the conclusion of a rather speedy trial initiated on a criminal complaint of the ECP. <box>10 1040 235 1078</box>
paragraph: Kundi informed that he had written a letter to the Federal Minister for Communications and National Highways and Motorways Chairman to build an interchange on the CPEC route at this tehsil headquarters. <box>710 341 935 364</box>
paragraph: When the Afghan Taliban returned to power two years ago, Pakistan hoped that it would address the TTP issue once and for all. <box>243 719 468 734</box>
article-number: No #13 <box>244 928 294 943</box>
article <box>477 890 702 1014</box>
paragraph: "He has been found guilty of corrupt practices by hiding the benefits he accrued from the national exchequer willfully and intentionally. He cheated while providing information about the gifts he obtained from Toshakhana which later proved to be false and inaccurate. <box>243 54 468 84</box>
paragraph: decline in June, the General Administration of Customs said. Chinese imports declined 12.4 percent from a year earlier in July, compared with June's 6.8 percent fall. That left China's trade surplus at $80.6 billion in July, wider than the $70.62 billion surplus in June and the $70.3 billion surplus expected by economists. <box>477 908 702 938</box>
paragraph: The risk-averse market atmosphere and the renewed US dollar strength dragged gold prices lower. The benchmark 10-year US Treasury bond yield, however, went down more than 2 percent on the day, helping the gold price limit its losses. Sticky inflationary pressures in the US economy are going to force Federal Reserve policymakers to consider a continuation of its aggressive rate-tightening cycle. The US home-buyers are already facing the burden of higher borrowing costs and further policy tightening would impact the demand for new houses. - TLTP <box>477 832 702 885</box>
paragraph: He stressed the need for embarking on this journey with a renewed sense of purpose, guided by the principles of innovation, inclusivity, and sustainable progress. "Together, we will create a legacy that generations will celebrate - a legacy of a prosperous, thriving, and globally competitive Pakistan." - APP <box>710 167 935 197</box>
article-header <box>244 1095 469 1110</box>
article <box>244 54 469 175</box>
article <box>711 626 936 901</box>
paragraph: Interestingly, the trial court issued its verdict a day after the IHC remanded the matter of maintainability of the ECP's complaint back to the trial court for "decision afresh." <box>243 91 468 114</box>
article-header <box>477 580 702 595</box>
continued-label: Continued from page 8 <box>761 905 936 920</box>
paragraph: The dissolution of the National Assembly days ahead of the end of its natural term will pave the way for an interim government to hold the next general elections in the country within the constitutional stipulated time of 90 days. <box>243 862 468 886</box>
paragraph: When the news anchor brought up an earlier statement made by Sanaullah where he had said that a fresh census was not needed, the minister said that he had the latest census not been notified "unanimously by national consensus, then the elections were to be held within 90 days on the existing delimitation". <box>710 689 935 719</box>
paragraph: While legal minds withheld comments on the specific facts leading to former premier Imran Khan's conviction, their concerns focused on the procedural flaws in the court's proceedings and its serious implications. <box>477 529 702 552</box>
